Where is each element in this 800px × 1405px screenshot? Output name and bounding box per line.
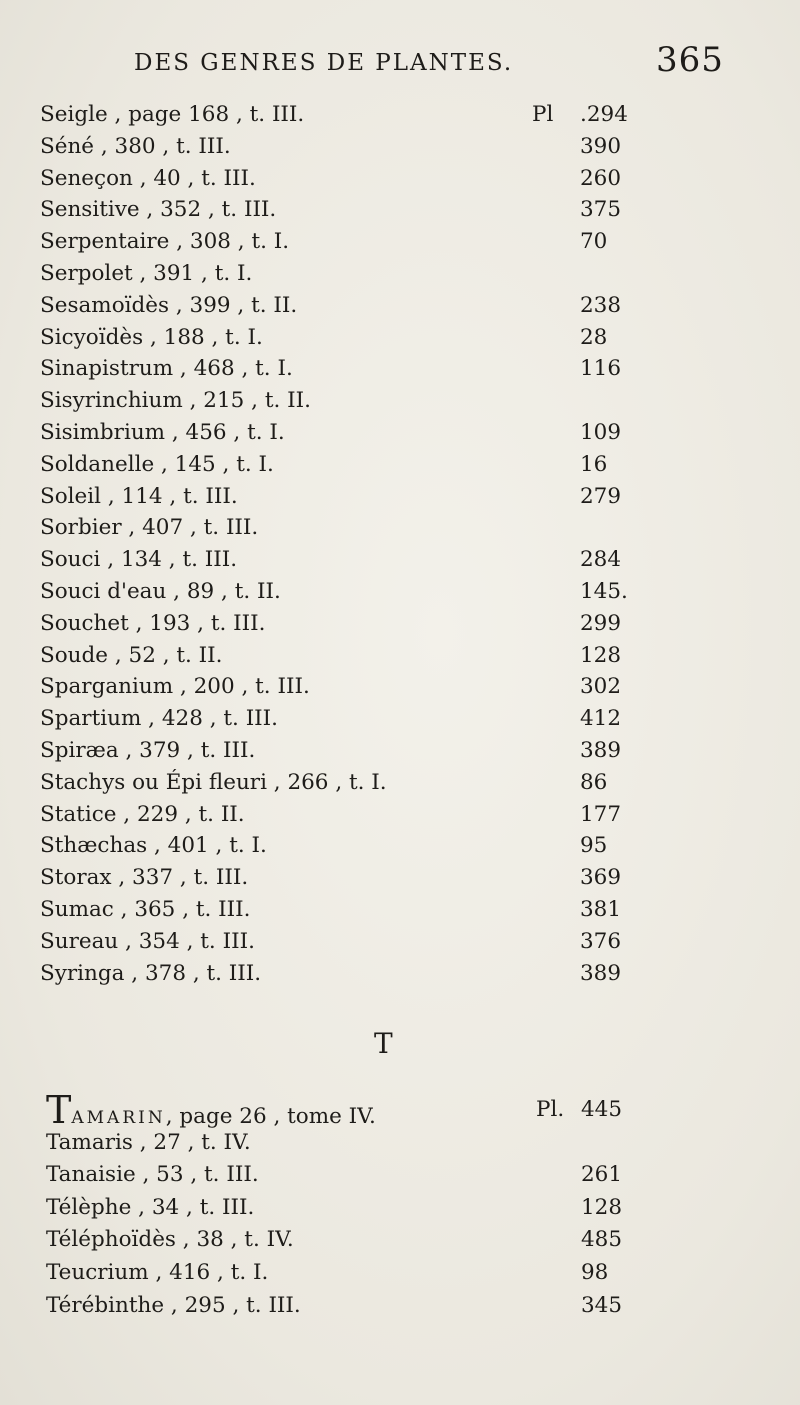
plate-number: 145. (580, 578, 628, 604)
entry-term: Sinapistrum , 468 , t. I. (40, 356, 293, 382)
entry-term: Sthæchas , 401 , t. I. (40, 833, 267, 859)
entry-term: Soldanelle , 145 , t. I. (40, 451, 274, 477)
plate-number: 28 (580, 324, 608, 350)
plate-number: 345 (581, 1292, 623, 1318)
plate-number: 381 (580, 896, 622, 922)
index-entry (40, 640, 660, 672)
entry-term: Télèphe , 34 , t. III. (46, 1194, 255, 1220)
entry-term: Térébinthe , 295 , t. III. (46, 1292, 301, 1318)
index-entry (40, 608, 660, 640)
plate-number: 390 (580, 133, 622, 159)
plate-label: Pl. (536, 1097, 565, 1122)
index-entry (46, 1290, 666, 1323)
plate-label: Pl (532, 102, 554, 127)
plate-number: 376 (580, 928, 622, 954)
entry-term: Spartium , 428 , t. III. (40, 706, 279, 732)
plate-number: 128 (580, 642, 622, 668)
entry-term: Souci d'eau , 89 , t. II. (40, 578, 281, 604)
plate-number: 375 (580, 197, 622, 223)
index-list-t (46, 1088, 666, 1322)
index-entry (40, 544, 660, 576)
entry-term: Tamaris , 27 , t. IV. (46, 1129, 251, 1155)
index-entry (40, 735, 660, 767)
plate-number: .294 (580, 102, 628, 127)
entry-term: Spiræa , 379 , t. III. (40, 737, 256, 763)
entry-term: Statice , 229 , t. II. (40, 801, 245, 827)
running-head (0, 40, 800, 94)
index-entry (40, 163, 660, 195)
index-entry (40, 830, 660, 862)
index-entry (40, 226, 660, 258)
plate-number: 412 (580, 706, 622, 732)
index-entry (40, 512, 660, 544)
index-list-t-rest (46, 1127, 666, 1323)
plate-number: 177 (580, 801, 622, 827)
plate-number: 98 (581, 1259, 609, 1285)
dropcap: T (46, 1088, 72, 1132)
plate-number: 279 (580, 483, 622, 509)
index-entry (40, 417, 660, 449)
entry-term: Souci , 134 , t. III. (40, 547, 238, 573)
index-entry (40, 894, 660, 926)
entry-term: Serpolet , 391 , t. I. (40, 260, 253, 286)
entry-rest: , page 26 , tome IV. (165, 1104, 376, 1129)
plate-number: 389 (580, 960, 622, 986)
plate-number: 260 (580, 165, 622, 191)
entry-term: Sensitive , 352 , t. III. (40, 197, 277, 223)
entry-term: Tanaisie , 53 , t. III. (46, 1162, 259, 1188)
index-entry (40, 576, 660, 608)
section-letter: T (374, 1027, 393, 1060)
entry-term: Stachys ou Épi fleuri , 266 , t. I. (40, 769, 387, 795)
entry-term: Sisimbrium , 456 , t. I. (40, 419, 285, 445)
index-entry (40, 322, 660, 354)
plate-number: 299 (580, 610, 622, 636)
entry-term: Soude , 52 , t. II. (40, 642, 223, 668)
entry-term: Seneçon , 40 , t. III. (40, 165, 256, 191)
entry-term: Sisyrinchium , 215 , t. II. (40, 388, 311, 414)
entry-term: Soleil , 114 , t. III. (40, 483, 238, 509)
index-entry (40, 290, 660, 322)
index-entry (46, 1159, 666, 1192)
entry-term: Storax , 337 , t. III. (40, 865, 249, 891)
index-entry (40, 385, 660, 417)
entry-term: Séné , 380 , t. III. (40, 133, 231, 159)
plate-number: 389 (580, 737, 622, 763)
index-entry (46, 1192, 666, 1225)
index-entry (40, 194, 660, 226)
index-entry (40, 449, 660, 481)
index-entry (40, 671, 660, 703)
entry-term: Sorbier , 407 , t. III. (40, 515, 259, 541)
plate-number: 128 (581, 1194, 623, 1220)
plate-number: 238 (580, 292, 622, 318)
plate-number: 369 (580, 865, 622, 891)
entry-smallcaps: AMARIN (71, 1108, 166, 1128)
running-title: DES GENRES DE PLANTES. (134, 50, 514, 76)
plate-number: 302 (580, 674, 622, 700)
page-number: 365 (656, 40, 724, 80)
index-entry-lead (46, 1088, 666, 1132)
index-entry (40, 862, 660, 894)
index-entry (40, 353, 660, 385)
entry-term: Sicyoïdès , 188 , t. I. (40, 324, 263, 350)
plate-number: 284 (580, 547, 622, 573)
index-entry (40, 258, 660, 290)
entry-term: Teucrium , 416 , t. I. (46, 1259, 269, 1285)
plate-number: 261 (581, 1162, 623, 1188)
plate-number: 109 (580, 419, 622, 445)
index-entry (40, 958, 660, 990)
index-entry (40, 767, 660, 799)
index-entry (46, 1127, 666, 1160)
entry-term: Sparganium , 200 , t. III. (40, 674, 310, 700)
index-entry (46, 1257, 666, 1290)
index-entry (40, 703, 660, 735)
index-entry (46, 1224, 666, 1257)
plate-number: 445 (581, 1097, 623, 1122)
plate-number: 116 (580, 356, 622, 382)
index-entry (40, 131, 660, 163)
plate-number: 16 (580, 451, 608, 477)
entry-term: Serpentaire , 308 , t. I. (40, 229, 290, 255)
entry-term: Sesamoïdès , 399 , t. II. (40, 292, 298, 318)
plate-number: 86 (580, 769, 608, 795)
plate-number: 95 (580, 833, 608, 859)
entry-term: Téléphoïdès , 38 , t. IV. (46, 1227, 294, 1253)
entry-term: Sumac , 365 , t. III. (40, 896, 251, 922)
entry-term: Syringa , 378 , t. III. (40, 960, 262, 986)
index-entry (40, 926, 660, 958)
plate-number: 485 (581, 1227, 623, 1253)
plate-number: 70 (580, 229, 608, 255)
entry-term: Sureau , 354 , t. III. (40, 928, 255, 954)
index-entry (40, 481, 660, 513)
entry-term: Souchet , 193 , t. III. (40, 610, 266, 636)
index-entry (40, 799, 660, 831)
index-list-s (40, 99, 660, 989)
entry-term: Seigle , page 168 , t. III. (40, 102, 305, 127)
index-entry (40, 99, 660, 131)
